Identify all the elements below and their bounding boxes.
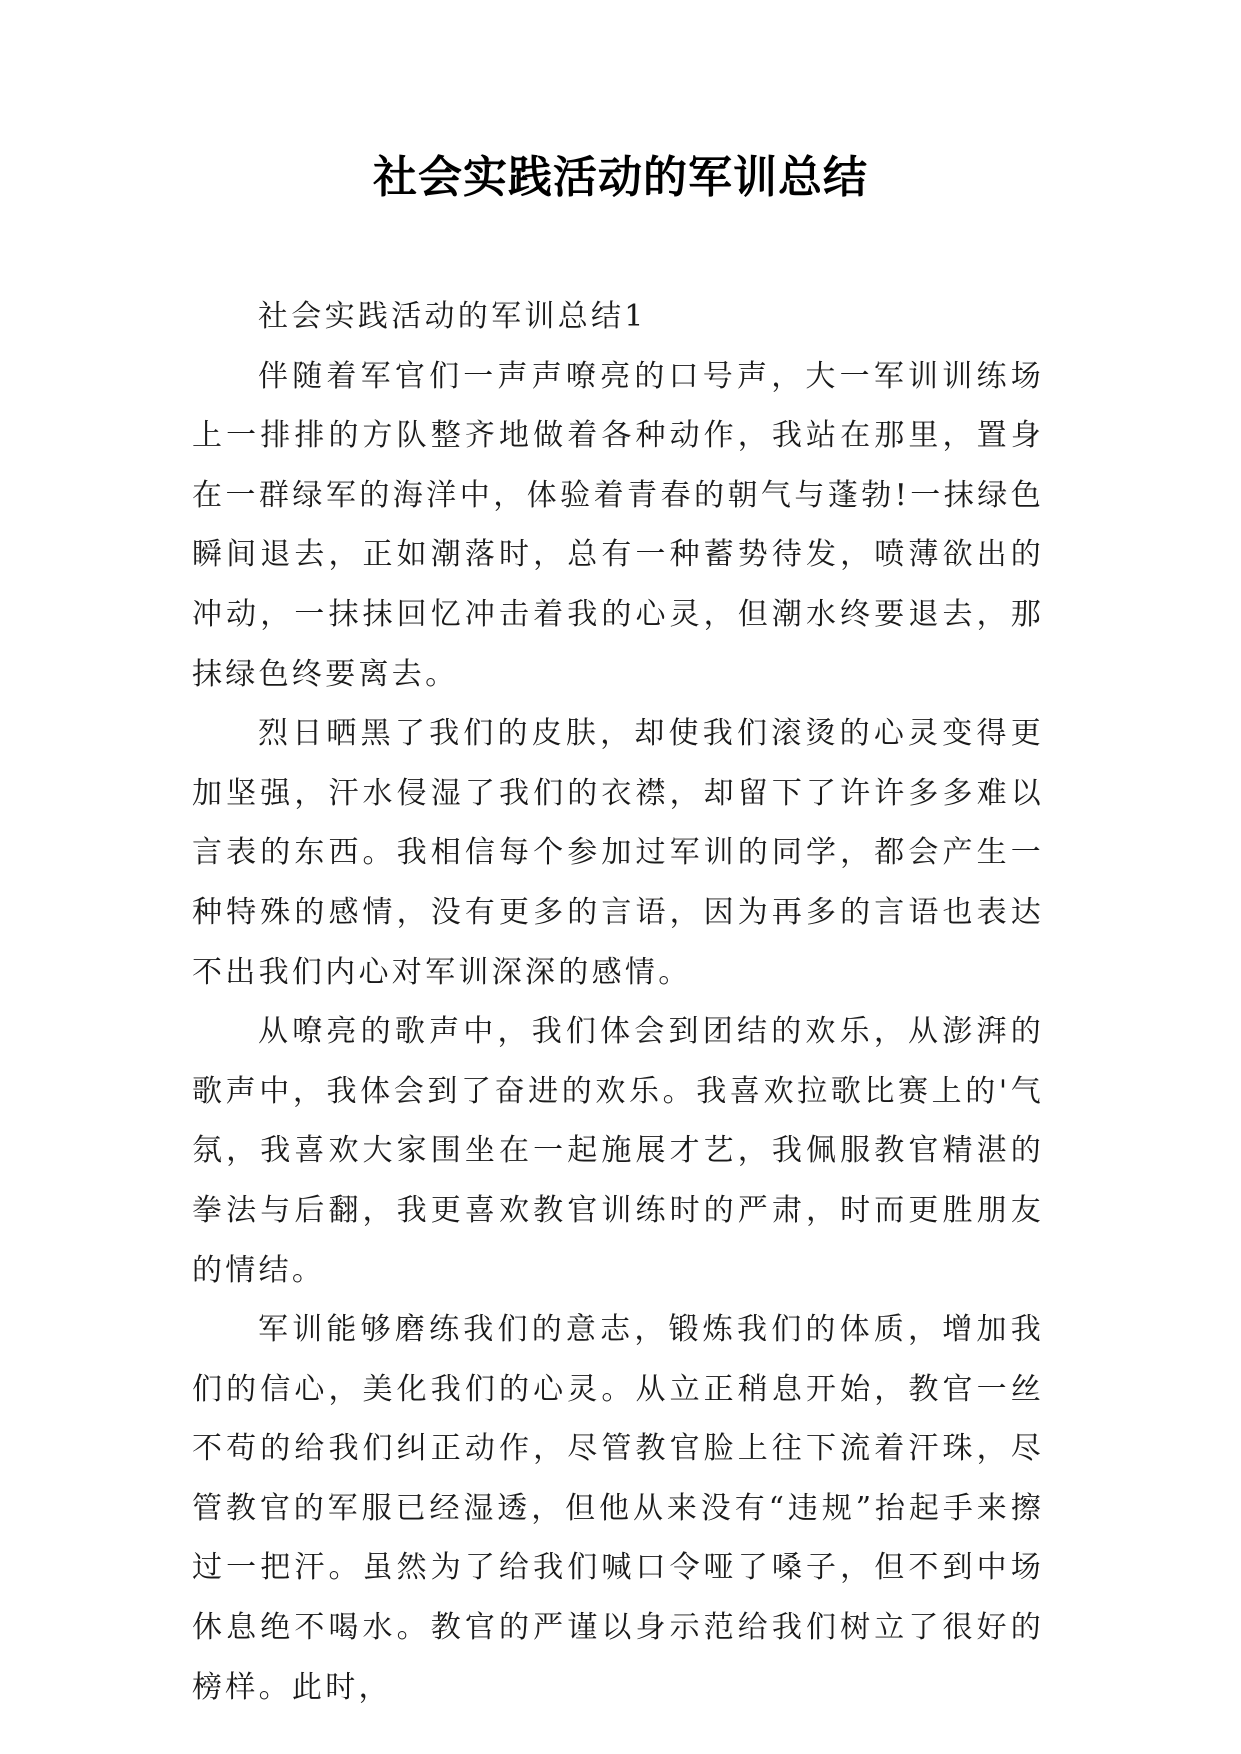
- document-title: 社会实践活动的军训总结: [373, 152, 868, 203]
- paragraph-heading: 社会实践活动的军训总结1: [258, 299, 647, 334]
- paragraph: 伴随着军官们一声声嘹亮的口号声，大一军训训练场上一排排的方队整齐地做着各种动作，我站在那里，置身在一群绿军的海洋中，体验着青春的朝气与蓬勃!一抹绿色瞬间退去，正如潮落时，总有一种蓄势待发，喷薄欲出的冲动，一抹抹回忆冲击着我的心灵，但潮水终要退去，那抹绿色终要离去。: [192, 358, 1044, 692]
- paragraph: 军训能够磨练我们的意志，锻炼我们的体质，增加我们的信心，美化我们的心灵。从立正稍息开始，教官一丝不苟的给我们纠正动作，尽管教官脸上往下流着汗珠，尽管教官的军服已经湿透，但他从来没有“违规”抬起手来擦过一把汗。虽然为了给我们喊口令哑了嗓子，但不到中场休息绝不喝水。教官的严谨以身示范给我们树立了很好的榜样。此时，: [192, 1312, 1044, 1705]
- document-body: [192, 287, 1044, 1717]
- paragraph: 从嘹亮的歌声中，我们体会到团结的欢乐，从澎湃的歌声中，我体会到了奋进的欢乐。我喜欢拉歌比赛上的'气氛，我喜欢大家围坐在一起施展才艺，我佩服教官精湛的拳法与后翻，我更喜欢教官训练时的严肃，时而更胜朋友的情结。: [192, 1014, 1044, 1288]
- paragraph: 烈日晒黑了我们的皮肤，却使我们滚烫的心灵变得更加坚强，汗水侵湿了我们的衣襟，却留下了许许多多难以言表的东西。我相信每个参加过军训的同学，都会产生一种特殊的感情，没有更多的言语，因为再多的言语也表达不出我们内心对军训深深的感情。: [192, 716, 1044, 990]
